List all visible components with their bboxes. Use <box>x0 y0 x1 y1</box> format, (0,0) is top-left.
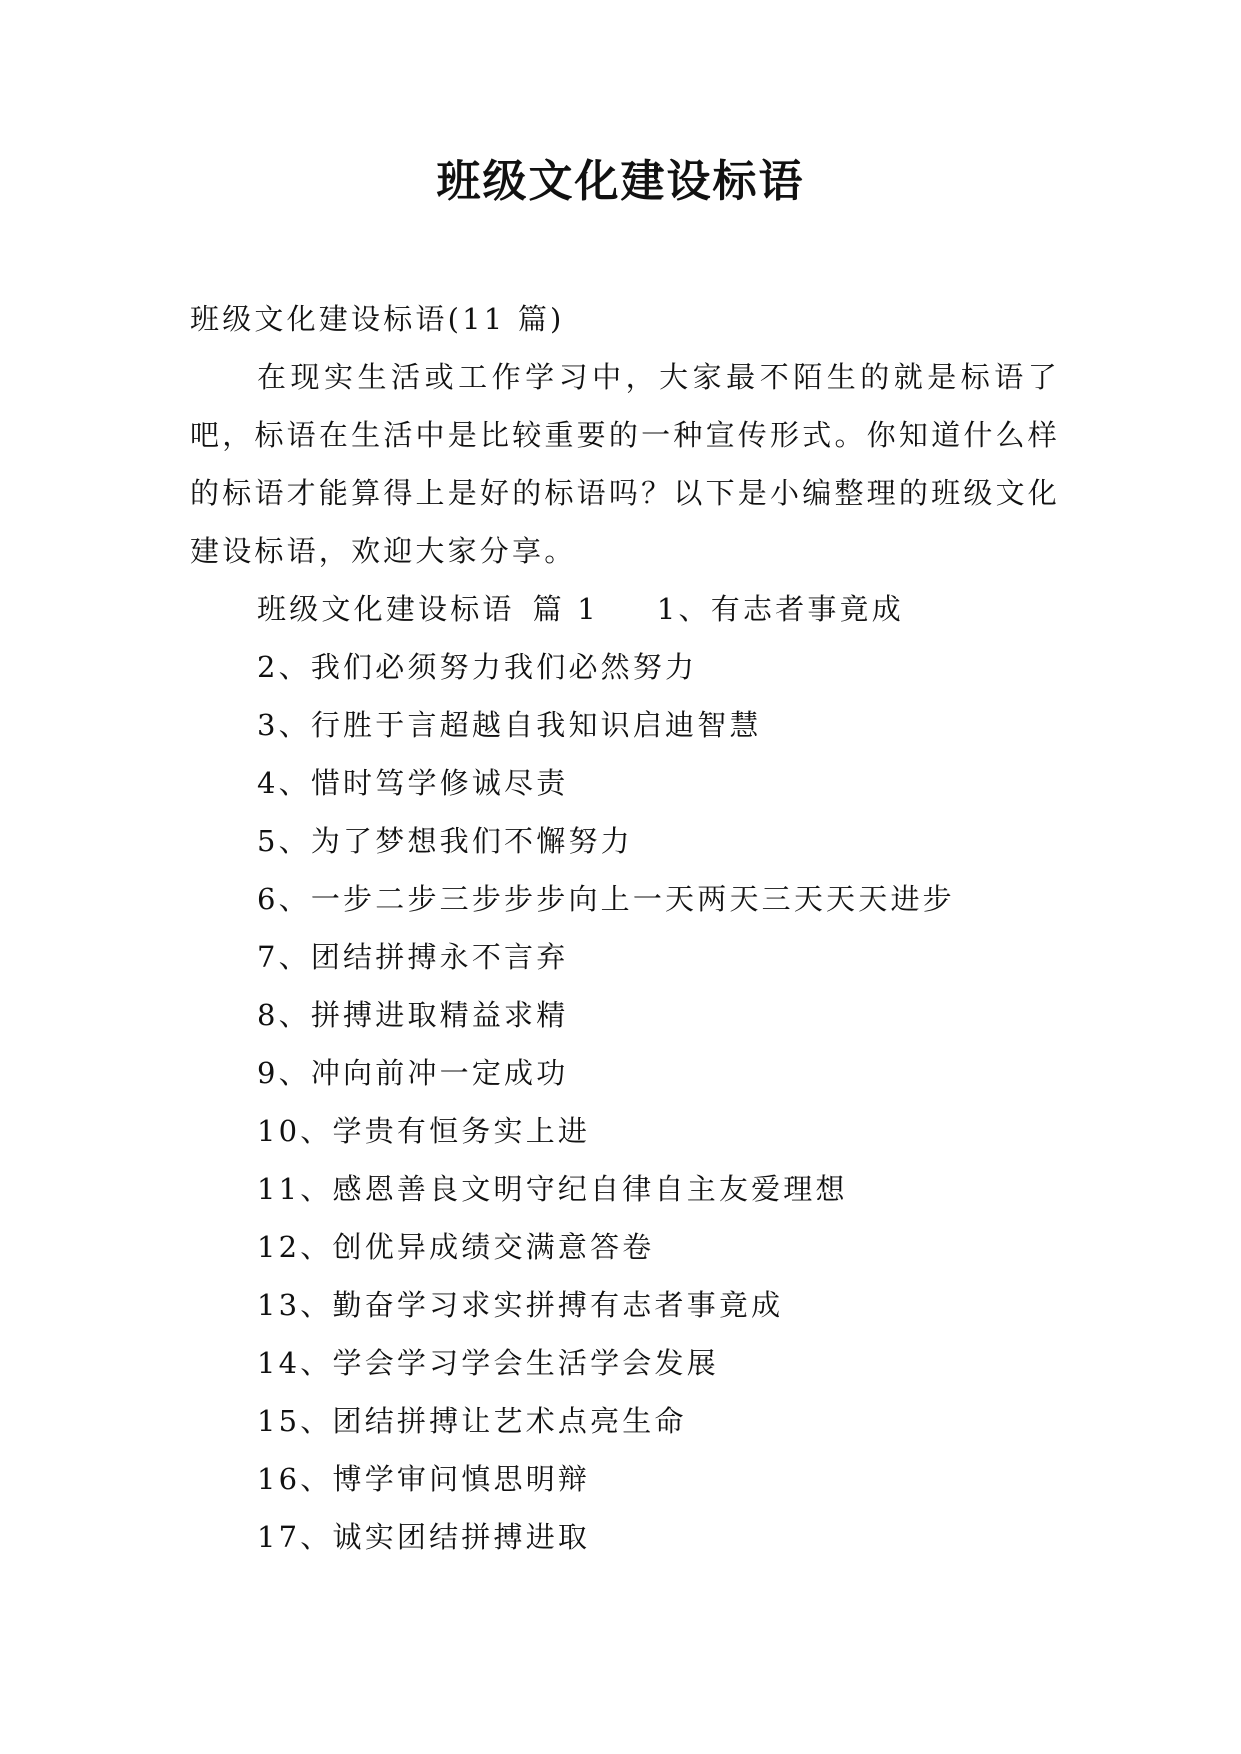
document-body <box>190 290 1060 1566</box>
list-item: 17、诚实团结拼搏进取 <box>257 1520 591 1554</box>
list-item: 15、团结拼搏让艺术点亮生命 <box>257 1404 687 1438</box>
list-item: 4、惜时笃学修诚尽责 <box>257 766 569 800</box>
document-title: 班级文化建设标语 <box>436 156 805 207</box>
list-item: 12、创优异成绩交满意答卷 <box>257 1230 655 1264</box>
list-item: 1、有志者事竟成 <box>656 592 904 626</box>
list-item: 8、拼搏进取精益求精 <box>257 998 569 1032</box>
list-item: 7、团结拼搏永不言弃 <box>257 940 569 974</box>
list-item: 2、我们必须努力我们必然努力 <box>257 650 698 684</box>
list-item: 10、学贵有恒务实上进 <box>257 1114 591 1148</box>
section-label: 篇 1 <box>532 592 599 626</box>
intro-paragraph: 在现实生活或工作学习中，大家最不陌生的就是标语了吧，标语在生活中是比较重要的一种宣传形式。你知道什么样的标语才能算得上是好的标语吗？以下是小编整理的班级文化建设标语，欢迎大家分享。 <box>190 360 1060 568</box>
list-item: 9、冲向前冲一定成功 <box>257 1056 569 1090</box>
list-item: 3、行胜于言超越自我知识启迪智慧 <box>257 708 762 742</box>
list-item: 6、一步二步三步步步向上一天两天三天天天进步 <box>257 882 955 916</box>
section-heading: 班级文化建设标语 <box>257 592 515 626</box>
list-item: 14、学会学习学会生活学会发展 <box>257 1346 719 1380</box>
section-heading-line <box>190 580 1060 638</box>
list-item: 5、为了梦想我们不懈努力 <box>257 824 633 858</box>
list-item: 16、博学审问慎思明辩 <box>257 1462 591 1496</box>
list-item: 11、感恩善良文明守纪自律自主友爱理想 <box>257 1172 848 1206</box>
list-item: 13、勤奋学习求实拼搏有志者事竟成 <box>257 1288 784 1322</box>
document-subtitle: 班级文化建设标语(11 篇) <box>190 302 565 336</box>
slogan-list <box>190 638 1060 1566</box>
